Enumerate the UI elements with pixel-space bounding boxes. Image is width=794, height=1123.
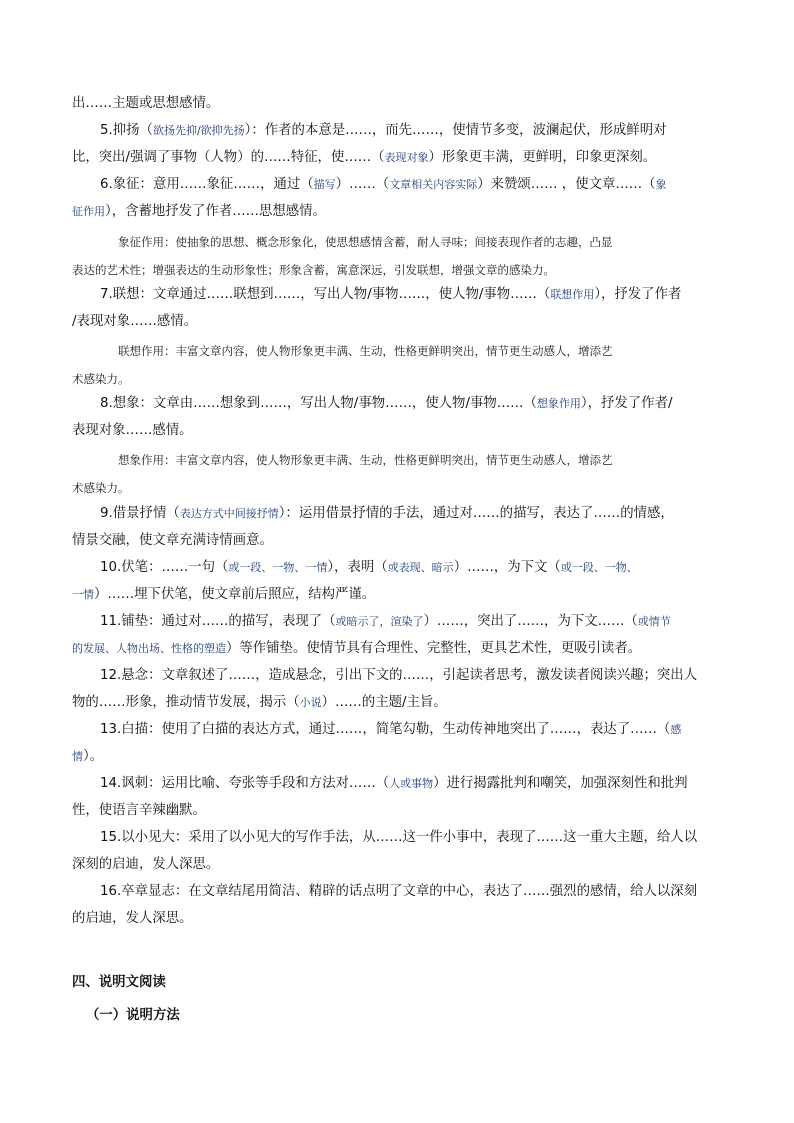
item-14-line: 14.讽刺：运用比喻、夸张等手段和方法对……（人或事物）进行揭露批判和嘲笑，加强深刻性和批判: [100, 776, 688, 791]
note-line: 表达的艺术性；增强表达的生动形象性；形象含蓄，寓意深远，引发联想，增强文章的感染力。: [72, 263, 555, 277]
text-line: 情景交融，使文章充满诗情画意。: [72, 533, 273, 548]
text-line: 一情）……埋下伏笔，使文章前后照应，结构严谨。: [72, 587, 376, 602]
note-line: 术感染力。: [72, 481, 130, 495]
note-line: 想象作用：丰富文章内容，使人物形象更丰满、生动，性格更鲜明突出，情节更生动感人，增添艺: [118, 453, 613, 467]
item-16-line: 16.卒章显志：在文章结尾用简洁、精辟的话点明了文章的中心，表达了……强烈的感情，给人以深刻: [100, 884, 698, 899]
text-line: 深刻的启迪，发人深思。: [72, 857, 220, 872]
note-line: 联想作用：丰富文章内容，使人物形象更丰满、生动，性格更鲜明突出，情节更生动感人，增添艺: [118, 344, 613, 358]
text-line: 出……主题或思想感情。: [72, 96, 220, 111]
note-line: 术感染力。: [72, 372, 130, 386]
item-15-line: 15.以小见大：采用了以小见大的写作手法，从……这一件小事中，表现了……这一重大主题，给人以: [100, 830, 698, 845]
text-line: 性，使语言辛辣幽默。: [72, 803, 206, 818]
text-line: 比，突出/强调了事物（人物）的……特征，使……（表现对象）形象更丰满，更鲜明，印象更深刻。: [72, 150, 657, 165]
text-line: 情）。: [72, 749, 104, 764]
text-line: 物的……形象，推动情节发展，揭示（小说）……的主题/主旨。: [72, 695, 447, 710]
text-line: /表现对象……感情。: [72, 314, 198, 329]
item-6-line: 6.象征：意用……象征……，通过（描写）……（文章相关内容实际）来赞颂…… ，使文章……（象: [100, 177, 667, 192]
item-7-line: 7.联想：文章通过……联想到……，写出人物/事物……，使人物/事物……（联想作用），抒发了作者: [100, 287, 682, 302]
item-8-line: 8.想象：文章由……想象到……，写出人物/事物……，使人物/事物……（想象作用），抒发了作者/: [100, 396, 673, 411]
item-12-line: 12.悬念：文章叙述了……，造成悬念，引出下文的……，引起读者思考，激发读者阅读兴趣；突出人: [100, 668, 698, 683]
text-line: 征作用），含蓄地抒发了作者……思想感情。: [72, 204, 326, 219]
item-9-line: 9.借景抒情（表达方式中间接抒情）：运用借景抒情的手法，通过对……的描写，表达了……的情感，: [100, 506, 674, 521]
note-line: 象征作用：使抽象的思想、概念形象化，使思想感情含蓄，耐人寻味；间接表现作者的志趣，凸显: [118, 235, 613, 249]
subsection-heading: （一）说明方法: [86, 1008, 180, 1023]
item-5-line: 5.抑扬（欲扬先抑/欲抑先扬）：作者的本意是……，而先……，使情节多变，波澜起伏，形成鲜明对: [100, 123, 667, 138]
text-line: 的启迪，发人深思。: [72, 911, 193, 926]
item-13-line: 13.白描：使用了白描的表达方式，通过……，简笔勾勒，生动传神地突出了……，表达了……（感: [100, 722, 682, 737]
item-11-line: 11.铺垫：通过对……的描写，表现了（或暗示了，渲染了）……，突出了……，为下文……（或情节: [100, 614, 671, 629]
text-line: 的发展、人物出场、性格的塑造）等作铺垫。使情节具有合理性、完整性，更具艺术性，更吸引读者。: [72, 641, 642, 656]
section-heading: 四、说明文阅读: [72, 975, 166, 990]
text-line: 表现对象……感情。: [72, 423, 193, 438]
item-10-line: 10.伏笔：……一句（或一段、一物、一情），表明（或表现、暗示）……，为下文（或一段、一物、: [100, 560, 638, 575]
